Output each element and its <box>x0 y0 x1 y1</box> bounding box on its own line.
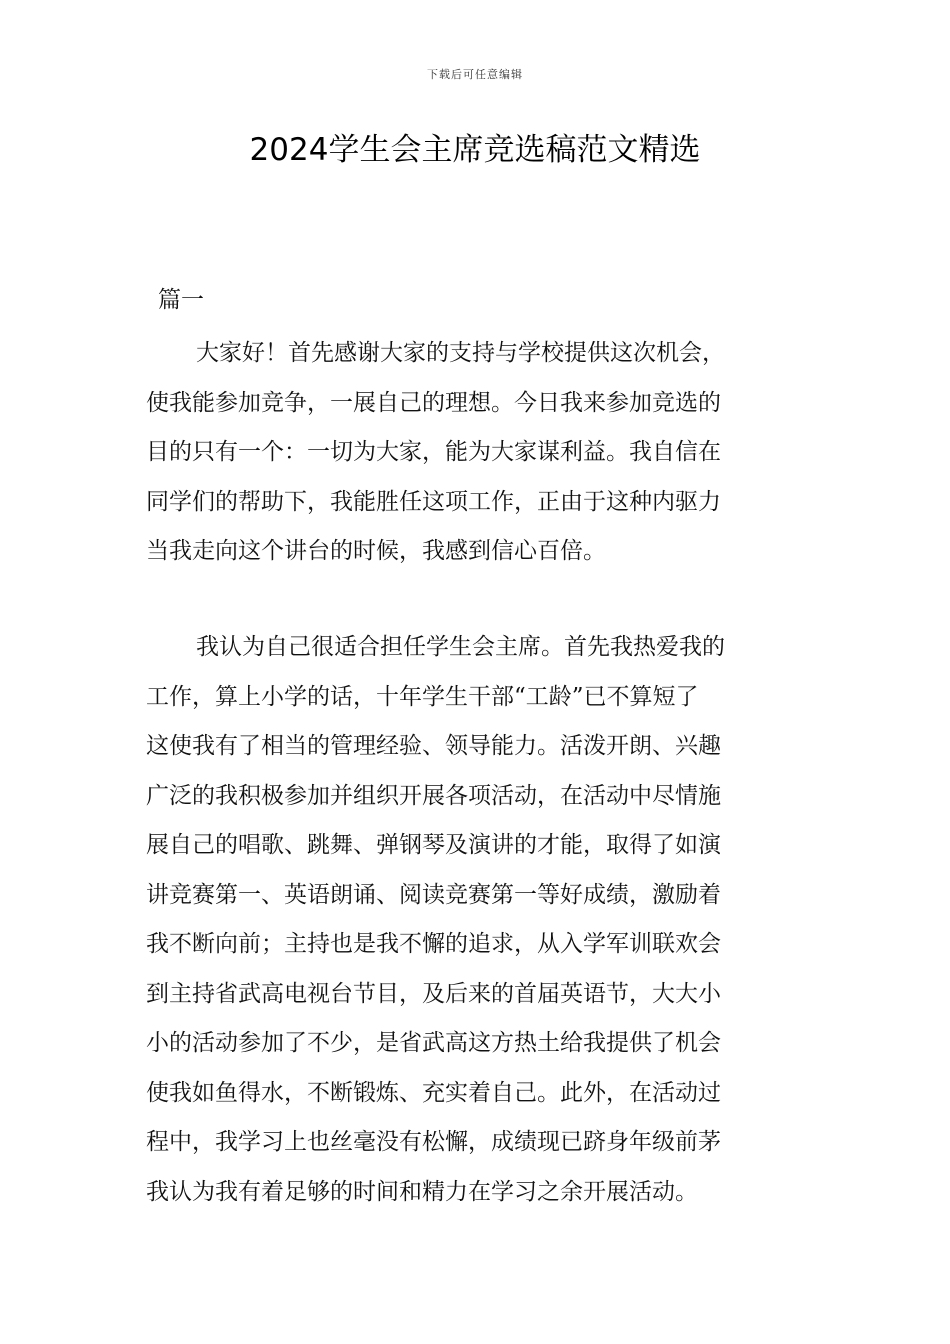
paragraph-line: 工作，算上小学的话，十年学生干部“工龄”已不算短了 <box>146 683 699 710</box>
paragraph-line: 讲竞赛第一、英语朗诵、阅读竞赛第一等好成绩，激励着 <box>146 881 721 908</box>
paragraph-line: 到主持省武高电视台节目，及后来的首届英语节，大大小 <box>146 980 721 1007</box>
paragraph-line: 使我能参加竞争，一展自己的理想。今日我来参加竞选的 <box>146 389 721 416</box>
header-note: 下载后可任意编辑 <box>427 68 523 81</box>
paragraph-line: 小的活动参加了不少，是省武高这方热土给我提供了机会 <box>146 1030 721 1056</box>
paragraph-line: 目的只有一个：一切为大家，能为大家谋利益。我自信在 <box>146 439 721 465</box>
paragraph-line: 展自己的唱歌、跳舞、弹钢琴及演讲的才能，取得了如演 <box>146 832 721 858</box>
paragraph-line: 广泛的我积极参加并组织开展各项活动，在活动中尽情施 <box>146 782 721 809</box>
paragraph-line: 我不断向前；主持也是我不懈的追求，从入学军训联欢会 <box>146 931 721 957</box>
paragraph-2 <box>146 623 810 1217</box>
document-title: 2024学生会主席竞选稿范文精选 <box>249 132 701 168</box>
paragraph-line: 使我如鱼得水，不断锻炼、充实着自己。此外，在活动过 <box>146 1079 721 1106</box>
paragraph-line: 程中，我学习上也丝毫没有松懈，成绩现已跻身年级前茅 <box>146 1129 721 1155</box>
paragraph-line: 我认为自己很适合担任学生会主席。首先我热爱我的 <box>196 634 725 660</box>
paragraph-line: 当我走向这个讲台的时候，我感到信心百倍。 <box>146 538 606 564</box>
paragraph-line: 我认为我有着足够的时间和精力在学习之余开展活动。 <box>146 1178 698 1205</box>
paragraph-line: 同学们的帮助下，我能胜任这项工作，正由于这种内驱力 <box>146 488 721 515</box>
paragraph-1 <box>146 329 810 577</box>
paragraph-line: 这使我有了相当的管理经验、领导能力。活泼开朗、兴趣 <box>146 733 721 759</box>
paragraph-line: 大家好！首先感谢大家的支持与学校提供这次机会， <box>196 340 725 366</box>
section-label: 篇一 <box>158 287 204 313</box>
